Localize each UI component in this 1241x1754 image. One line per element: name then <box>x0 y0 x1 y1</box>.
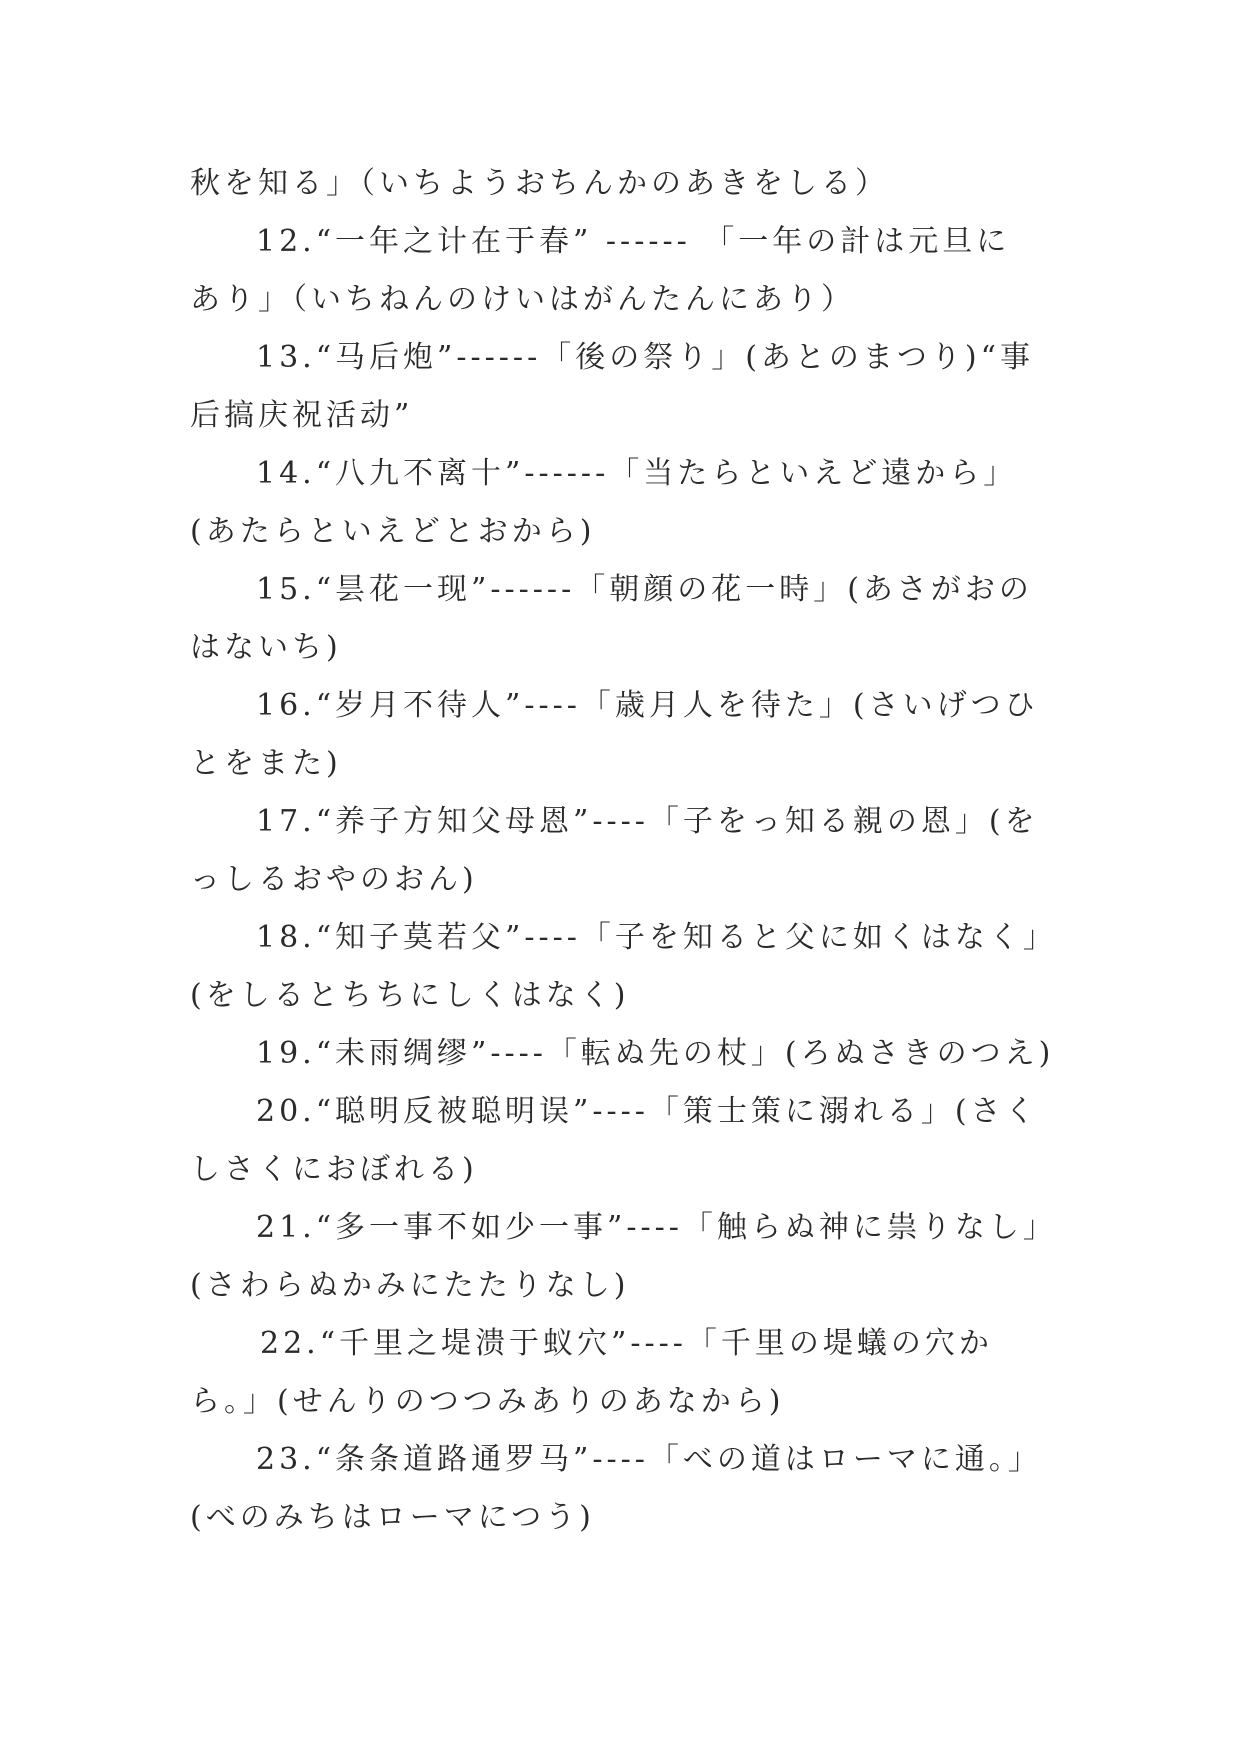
proverb-23-line: 23.“条条道路通罗马”----「べの道はローマに通。」 <box>256 1442 1042 1477</box>
proverb-14-line: 14.“八九不离十”------「当たらといえど遠から」 <box>256 456 1018 491</box>
text-line: 秋を知る」（いちようおちんかのあきをしる） <box>190 166 889 201</box>
text-line: しさくにおぼれる) <box>190 1152 478 1187</box>
text-line: とをまた) <box>190 746 342 781</box>
document-body <box>190 155 1060 1547</box>
text-line: (さわらぬかみにたたりなし) <box>190 1268 630 1303</box>
proverb-13-line: 13.“马后炮”------「後の祭り」(あとのまつり)“事 <box>256 340 1034 375</box>
proverb-17-line: 17.“养子方知父母恩”----「子をっ知る親の恩」(を <box>256 804 1039 839</box>
text-line: (べのみちはローマにつう) <box>190 1500 595 1535</box>
text-line: 后搞庆祝活动” <box>190 398 414 433</box>
proverb-15-line: 15.“昙花一现”------「朝顔の花一時」(あさがおの <box>256 572 1033 607</box>
proverb-20-line: 20.“聪明反被聪明误”----「策士策に溺れる」(さく <box>256 1094 1039 1129</box>
text-line: っしるおやのおん) <box>190 862 478 897</box>
text-line: はないち) <box>190 630 342 665</box>
proverb-18-line: 18.“知子莫若父”----「子を知ると父に如くはなく」 <box>256 920 1057 955</box>
text-line: (をしるとちちにしくはなく) <box>190 978 630 1013</box>
text-line: (あたらといえどとおから) <box>190 514 596 549</box>
text-line: ら。」(せんりのつつみありのあなから) <box>190 1384 785 1419</box>
proverb-19-line: 19.“未雨绸缪”----「転ぬ先の杖」(ろぬさきのつえ) <box>256 1036 1055 1071</box>
proverb-21-line: 21.“多一事不如少一事”----「触らぬ神に祟りなし」 <box>256 1210 1057 1245</box>
proverb-12-line: 12.“一年之计在于春” ------ 「一年の計は元旦に <box>256 224 1011 259</box>
text-line: あり」（いちねんのけいはがんたんにあり） <box>190 282 855 317</box>
proverb-22-line: 22.“千里之堤溃于蚁穴”----「千里の堤蟻の穴か <box>260 1326 993 1361</box>
proverb-16-line: 16.“岁月不待人”----「歳月人を待た」(さいげつひ <box>256 688 1039 723</box>
